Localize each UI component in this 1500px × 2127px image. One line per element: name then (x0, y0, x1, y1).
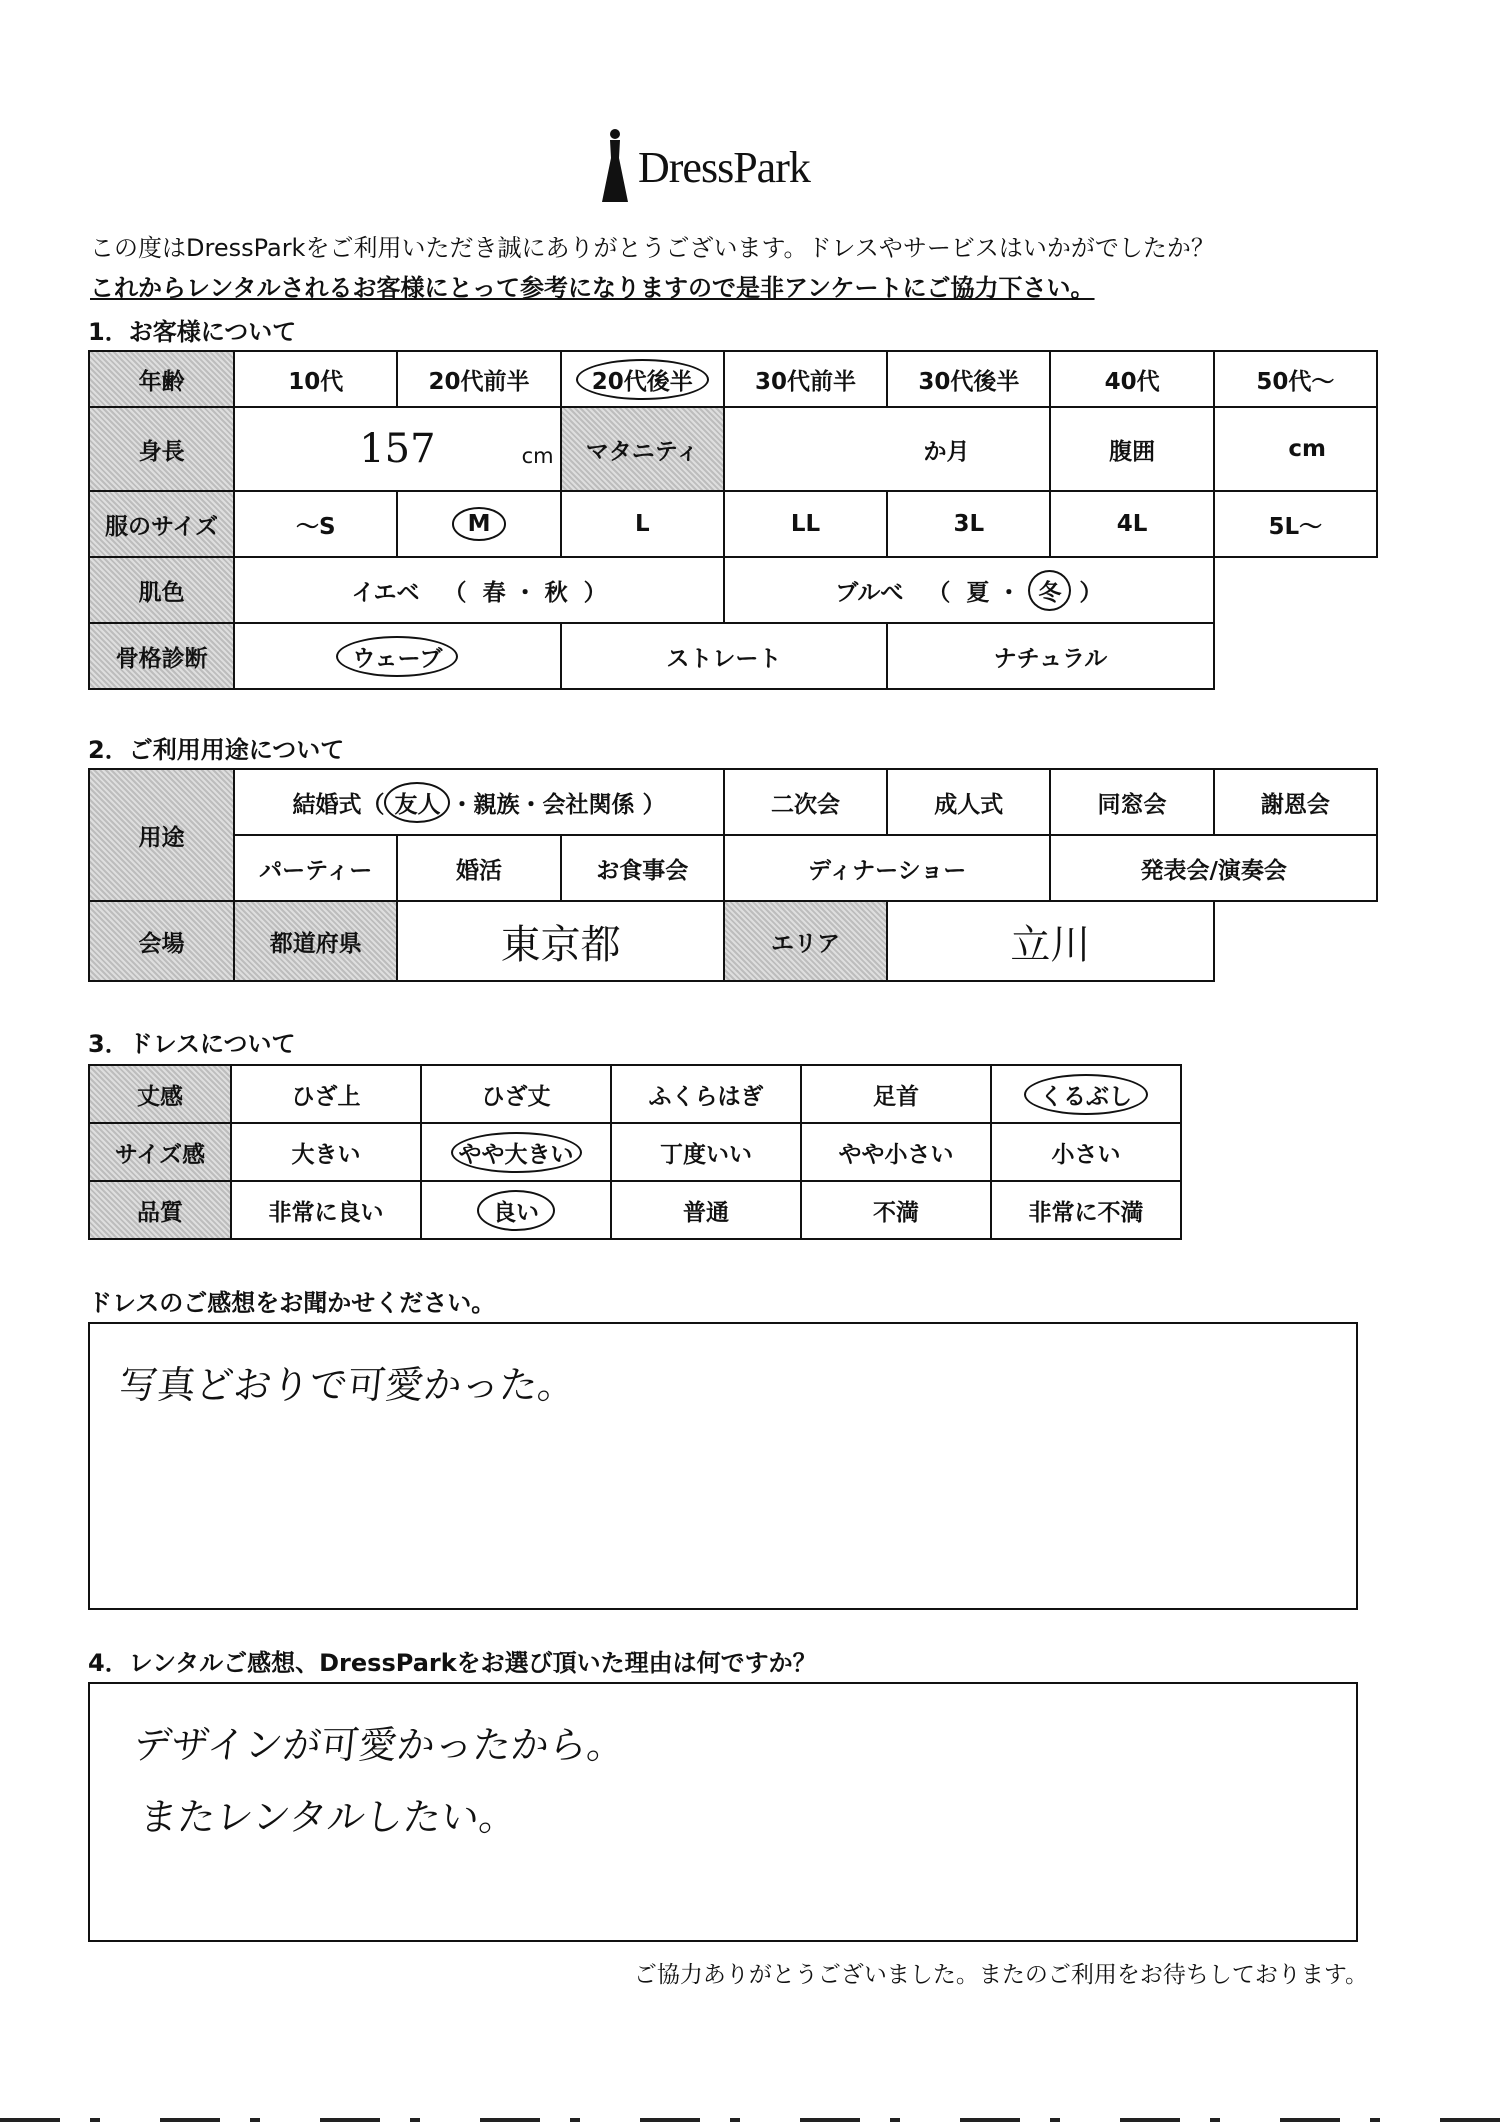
prefecture-label: 都道府県 (234, 901, 397, 981)
height-unit: cm (521, 444, 554, 468)
size-option[interactable]: LL (724, 491, 887, 557)
age-option[interactable]: 30代後半 (887, 351, 1050, 407)
size-option-selected[interactable] (397, 491, 560, 557)
dress-icon (598, 128, 632, 208)
quality-option-selected[interactable] (421, 1181, 611, 1239)
intro-text: この度はDressParkをご利用いただき誠にありがとうございます。ドレスやサービスはいかがでしたか？ (90, 234, 1215, 262)
fit-label: サイズ感 (89, 1123, 231, 1181)
usage-option[interactable]: ディナーショー (724, 835, 1051, 901)
rental-comment-box[interactable] (88, 1682, 1358, 1942)
skin-blue-option[interactable]: ブルべ （ 夏 ・ 冬 ） (724, 557, 1214, 623)
selection-circle: 20代後半 (576, 359, 709, 400)
dress-table (88, 1064, 1182, 1240)
dress-comment-box[interactable] (88, 1322, 1358, 1610)
section-2-title: 2．ご利用用途について (88, 736, 345, 764)
skin-blue-label: ブルべ (835, 579, 904, 606)
area-label: エリア (724, 901, 887, 981)
height-field[interactable] (234, 407, 561, 491)
length-option[interactable]: ふくらはぎ (611, 1065, 801, 1123)
usage-table (88, 768, 1378, 982)
skin-season[interactable]: 秋 (544, 579, 568, 606)
usage-option[interactable]: 発表会/演奏会 (1050, 835, 1377, 901)
usage-option[interactable]: 成人式 (887, 769, 1050, 835)
size-option[interactable]: L (561, 491, 724, 557)
age-option[interactable]: 10代 (234, 351, 397, 407)
age-option[interactable]: 30代前半 (724, 351, 887, 407)
usage-option[interactable]: 婚活 (397, 835, 560, 901)
usage-option[interactable]: 二次会 (724, 769, 887, 835)
selection-circle: M (452, 507, 507, 541)
fit-option[interactable]: 小さい (991, 1123, 1181, 1181)
wedding-option[interactable]: 結婚式（ 友人 ・親族・会社関係 ） (234, 769, 724, 835)
quality-option[interactable]: 普通 (611, 1181, 801, 1239)
section-1-title: 1．お客様について (88, 318, 297, 346)
height-label: 身長 (89, 407, 234, 491)
size-option[interactable]: 3L (887, 491, 1050, 557)
usage-option[interactable]: お食事会 (561, 835, 724, 901)
length-option[interactable]: ひざ丈 (421, 1065, 611, 1123)
age-option[interactable]: 20代前半 (397, 351, 560, 407)
fit-option-selected[interactable] (421, 1123, 611, 1181)
skin-yellow-option[interactable]: イエベ （ 春 ・ 秋 ） (234, 557, 724, 623)
usage-label: 用途 (89, 769, 234, 901)
usage-option[interactable]: 謝恩会 (1214, 769, 1377, 835)
age-option[interactable]: 50代～ (1214, 351, 1377, 407)
quality-option[interactable]: 非常に不満 (991, 1181, 1181, 1239)
dress-comment-prompt: ドレスのご感想をお聞かせください。 (88, 1289, 496, 1317)
rental-comment-line: またレンタルしたい。 (137, 1795, 520, 1839)
maternity-unit: か月 (923, 438, 970, 465)
wedding-label: 結婚式 (292, 791, 362, 818)
selection-circle: やや大きい (451, 1132, 582, 1173)
area-value: 立川 (1010, 921, 1091, 968)
frame-option-selected[interactable] (234, 623, 561, 689)
age-option-selected[interactable] (561, 351, 724, 407)
size-option[interactable]: 5L～ (1214, 491, 1377, 557)
prefecture-field[interactable] (397, 901, 724, 981)
length-option[interactable]: ひざ上 (231, 1065, 421, 1123)
selection-circle: ウェーブ (336, 636, 458, 677)
length-option[interactable]: 足首 (801, 1065, 991, 1123)
dress-comment-text: 写真どおりで可愛かった。 (117, 1363, 578, 1407)
intro-request: これからレンタルされるお客様にとって参考になりますので是非アンケートにご協力下さい。 (90, 274, 1095, 302)
venue-label: 会場 (89, 901, 234, 981)
skin-season[interactable]: 春 (482, 579, 506, 606)
wedding-relatives-option[interactable]: 親族・会社関係 (473, 791, 635, 818)
height-value: 157 (359, 426, 436, 472)
skin-yellow-label: イエベ (351, 579, 420, 606)
customer-info-table (88, 350, 1378, 690)
rental-comment-line: デザインが可愛かったから。 (131, 1723, 628, 1767)
area-field[interactable] (887, 901, 1214, 981)
frame-label: 骨格診断 (89, 623, 234, 689)
quality-option[interactable]: 非常に良い (231, 1181, 421, 1239)
fit-option[interactable]: 大きい (231, 1123, 421, 1181)
thanks-message: ご協力ありがとうございました。またのご利用をお待ちしております。 (633, 1962, 1368, 1988)
section-4-title: 4．レンタルご感想、DressParkをお選び頂いた理由は何ですか？ (88, 1649, 817, 1677)
brand-name: DressPark (638, 143, 810, 192)
length-label: 丈感 (89, 1065, 231, 1123)
scan-edge-line (0, 2118, 1500, 2122)
age-option[interactable]: 40代 (1050, 351, 1213, 407)
length-option-selected[interactable] (991, 1065, 1181, 1123)
frame-option[interactable]: ストレート (561, 623, 888, 689)
age-label: 年齢 (89, 351, 234, 407)
section-3-title: 3．ドレスについて (88, 1030, 296, 1058)
prefecture-value: 東京都 (500, 921, 621, 968)
fit-option[interactable]: やや小さい (801, 1123, 991, 1181)
frame-option[interactable]: ナチュラル (887, 623, 1214, 689)
skin-season[interactable]: 夏 (966, 579, 990, 606)
waist-field[interactable] (1214, 407, 1377, 491)
usage-option[interactable]: 同窓会 (1050, 769, 1213, 835)
selection-circle: 良い (477, 1190, 555, 1231)
dresspark-logo (598, 120, 858, 210)
maternity-field[interactable] (724, 407, 1051, 491)
maternity-label: マタニティ (561, 407, 724, 491)
size-option[interactable]: ～S (234, 491, 397, 557)
waist-unit: cm (1288, 436, 1326, 462)
waist-label: 腹囲 (1050, 407, 1213, 491)
quality-label: 品質 (89, 1181, 231, 1239)
selection-circle: くるぶし (1024, 1074, 1148, 1115)
fit-option[interactable]: 丁度いい (611, 1123, 801, 1181)
size-option[interactable]: 4L (1050, 491, 1213, 557)
size-label: 服のサイズ (89, 491, 234, 557)
quality-option[interactable]: 不満 (801, 1181, 991, 1239)
skin-label: 肌色 (89, 557, 234, 623)
selection-circle[interactable]: 冬 (1028, 570, 1071, 611)
usage-option[interactable]: パーティー (234, 835, 397, 901)
selection-circle[interactable]: 友人 (384, 782, 450, 823)
